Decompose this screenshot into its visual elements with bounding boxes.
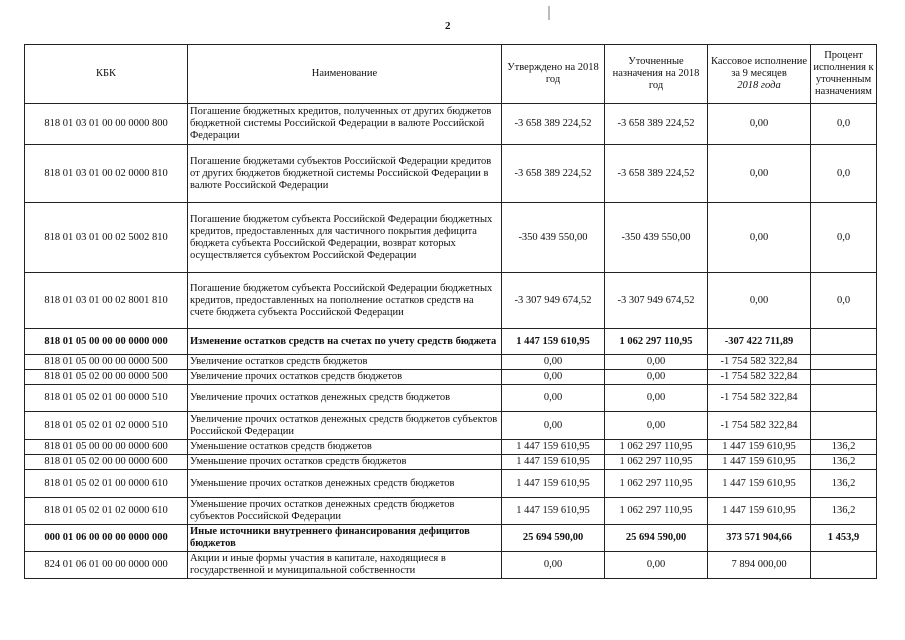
cash-execution-cell: -1 754 582 322,84 [708,385,811,412]
refined-cell: 1 062 297 110,95 [605,329,708,355]
kbk-cell: 818 01 05 02 01 00 0000 610 [25,470,188,498]
table-row [25,455,877,470]
refined-cell: 0,00 [605,412,708,440]
approved-cell: 1 447 159 610,95 [502,329,605,355]
approved-cell: 0,00 [502,385,605,412]
header-refined: Уточненные назначения на 2018 год [605,45,708,104]
cash-execution-cell: 1 447 159 610,95 [708,440,811,455]
name-cell: Увеличение прочих остатков денежных средств бюджетов [188,385,502,412]
percent-cell: 136,2 [811,440,877,455]
approved-cell: 0,00 [502,412,605,440]
percent-cell [811,329,877,355]
cash-execution-cell: -1 754 582 322,84 [708,355,811,370]
name-cell: Погашение бюджетами субъектов Российской Федерации кредитов от других бюджетов бюджетной системы Российской Федерации в валюте Российской Федерации [188,145,502,203]
table-row [25,355,877,370]
kbk-cell: 818 01 05 02 01 00 0000 510 [25,385,188,412]
table-row [25,145,877,203]
kbk-cell: 818 01 05 02 00 00 0000 600 [25,455,188,470]
refined-cell: 0,00 [605,370,708,385]
cash-execution-cell: -1 754 582 322,84 [708,370,811,385]
cash-execution-cell: 1 447 159 610,95 [708,498,811,525]
table-row [25,329,877,355]
table-row [25,525,877,552]
kbk-cell: 818 01 05 00 00 00 0000 000 [25,329,188,355]
kbk-cell: 818 01 03 01 00 02 0000 810 [25,145,188,203]
table-row [25,470,877,498]
refined-cell: -3 658 389 224,52 [605,145,708,203]
kbk-cell: 824 01 06 01 00 00 0000 000 [25,552,188,579]
header-cash-execution [708,45,811,104]
name-cell: Увеличение прочих остатков средств бюджетов [188,370,502,385]
cash-execution-cell: -307 422 711,89 [708,329,811,355]
refined-cell: 0,00 [605,552,708,579]
name-cell: Изменение остатков средств на счетах по учету средств бюджета [188,329,502,355]
percent-cell [811,412,877,440]
kbk-cell: 818 01 03 01 00 02 5002 810 [25,203,188,273]
kbk-cell: 818 01 05 02 01 02 0000 610 [25,498,188,525]
refined-cell: -3 658 389 224,52 [605,104,708,145]
cash-execution-cell: 373 571 904,66 [708,525,811,552]
approved-cell: -350 439 550,00 [502,203,605,273]
refined-cell: 25 694 590,00 [605,525,708,552]
name-cell: Уменьшение прочих остатков средств бюджетов [188,455,502,470]
name-cell: Уменьшение остатков средств бюджетов [188,440,502,455]
kbk-cell: 818 01 05 02 00 00 0000 500 [25,370,188,385]
approved-cell: 1 447 159 610,95 [502,440,605,455]
kbk-cell: 818 01 05 02 01 02 0000 510 [25,412,188,440]
table-row [25,498,877,525]
table-row [25,273,877,329]
refined-cell: 1 062 297 110,95 [605,455,708,470]
percent-cell: 0,0 [811,104,877,145]
header-name: Наименование [188,45,502,104]
name-cell: Погашение бюджетом субъекта Российской Федерации бюджетных кредитов, предоставленных на пополнение остатков средств на счете бюджета субъекта Российской Федерации [188,273,502,329]
header-cash-line2: за 9 месяцев [731,68,787,79]
percent-cell [811,385,877,412]
kbk-cell: 818 01 03 01 00 02 8001 810 [25,273,188,329]
approved-cell: 25 694 590,00 [502,525,605,552]
name-cell: Уменьшение прочих остатков денежных средств бюджетов субъектов Российской Федерации [188,498,502,525]
approved-cell: -3 658 389 224,52 [502,104,605,145]
refined-cell: 1 062 297 110,95 [605,440,708,455]
cash-execution-cell: 0,00 [708,104,811,145]
name-cell: Увеличение прочих остатков денежных средств бюджетов субъектов Российской Федерации [188,412,502,440]
cash-execution-cell: 7 894 000,00 [708,552,811,579]
name-cell: Акции и иные формы участия в капитале, находящиеся в государственной и муниципальной собственности [188,552,502,579]
refined-cell: -3 307 949 674,52 [605,273,708,329]
table-header-row [25,45,877,104]
percent-cell: 0,0 [811,273,877,329]
refined-cell: 1 062 297 110,95 [605,498,708,525]
refined-cell: 0,00 [605,355,708,370]
percent-cell [811,370,877,385]
scan-artifact-mark [548,6,550,20]
cash-execution-cell: 1 447 159 610,95 [708,455,811,470]
refined-cell: 1 062 297 110,95 [605,470,708,498]
kbk-cell: 818 01 05 00 00 00 0000 600 [25,440,188,455]
percent-cell [811,552,877,579]
percent-cell: 136,2 [811,455,877,470]
approved-cell: 1 447 159 610,95 [502,455,605,470]
page-number: 2 [445,20,451,32]
table-row [25,412,877,440]
percent-cell: 0,0 [811,145,877,203]
refined-cell: 0,00 [605,385,708,412]
header-approved: Утверждено на 2018 год [502,45,605,104]
percent-cell: 136,2 [811,470,877,498]
percent-cell: 1 453,9 [811,525,877,552]
approved-cell: 0,00 [502,370,605,385]
refined-cell: -350 439 550,00 [605,203,708,273]
table-row [25,385,877,412]
approved-cell: 0,00 [502,552,605,579]
kbk-cell: 818 01 03 01 00 00 0000 800 [25,104,188,145]
header-kbk: КБК [25,45,188,104]
table-row [25,440,877,455]
cash-execution-cell: 0,00 [708,145,811,203]
kbk-cell: 818 01 05 00 00 00 0000 500 [25,355,188,370]
cash-execution-cell: 0,00 [708,273,811,329]
header-percent: Процент исполнения к уточненным назначениям [811,45,877,104]
approved-cell: 1 447 159 610,95 [502,470,605,498]
percent-cell [811,355,877,370]
table-row [25,104,877,145]
table-row [25,370,877,385]
percent-cell: 136,2 [811,498,877,525]
header-cash-line3: 2018 года [737,80,781,91]
cash-execution-cell: -1 754 582 322,84 [708,412,811,440]
name-cell: Иные источники внутреннего финансирования дефицитов бюджетов [188,525,502,552]
approved-cell: -3 307 949 674,52 [502,273,605,329]
name-cell: Погашение бюджетных кредитов, полученных от других бюджетов бюджетной системы Российской Федерации в валюте Российской Федерации [188,104,502,145]
cash-execution-cell: 0,00 [708,203,811,273]
table-body [25,104,877,579]
kbk-cell: 000 01 06 00 00 00 0000 000 [25,525,188,552]
approved-cell: -3 658 389 224,52 [502,145,605,203]
name-cell: Уменьшение прочих остатков денежных средств бюджетов [188,470,502,498]
cash-execution-cell: 1 447 159 610,95 [708,470,811,498]
percent-cell: 0,0 [811,203,877,273]
approved-cell: 0,00 [502,355,605,370]
table-row [25,552,877,579]
table-row [25,203,877,273]
budget-execution-table [24,44,877,579]
approved-cell: 1 447 159 610,95 [502,498,605,525]
header-cash-line1: Кассовое исполнение [710,56,808,67]
name-cell: Погашение бюджетом субъекта Российской Федерации бюджетных кредитов, предоставленных для частичного покрытия дефицита бюджета субъекта Российской Федерации, возврат которых осуществляется субъектом Российской Федерации [188,203,502,273]
name-cell: Увеличение остатков средств бюджетов [188,355,502,370]
